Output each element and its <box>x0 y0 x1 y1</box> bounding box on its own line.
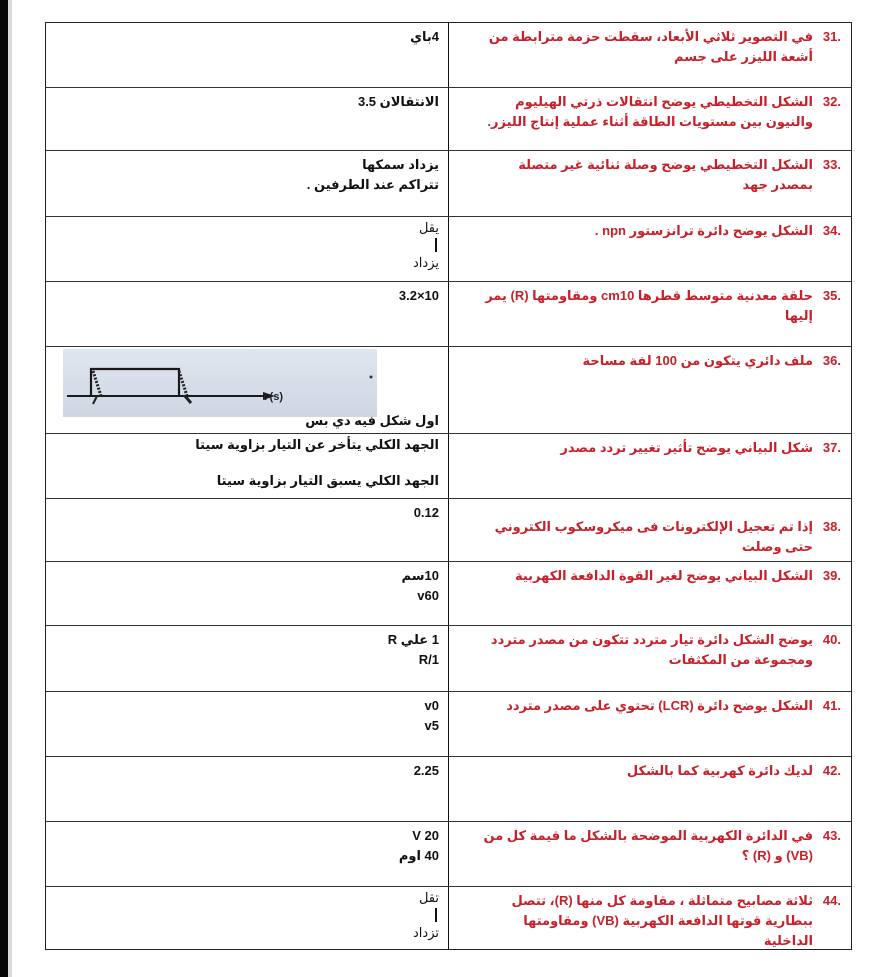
question-number: 39. <box>822 568 841 583</box>
question-text: الشكل التخطيطي يوضح انتقالات ذرتي الهيليوم والنيون بين مستويات الطاقة أثناء عملية إنتاج الليزر. <box>487 94 813 129</box>
answer-line: v60 <box>417 588 439 603</box>
answer-line-blank <box>54 455 439 471</box>
question-number: 35. <box>822 288 841 303</box>
question-cell <box>449 151 851 216</box>
answer-cell <box>46 347 449 433</box>
answer-cell <box>46 88 449 150</box>
table-row <box>46 756 851 821</box>
table-row <box>46 150 851 216</box>
question-number: 42. <box>822 763 841 778</box>
question-text: إذا تم تعجيل الإلكترونات فى ميكروسكوب الكتروني حتى وصلت <box>494 519 813 554</box>
table-row <box>46 561 851 625</box>
answer-line: تزداد <box>413 925 439 940</box>
answer-cell <box>46 757 449 821</box>
question-text: لديك دائرة كهربية كما بالشكل <box>626 763 813 778</box>
answer-line: V 20 <box>412 828 439 843</box>
table-row <box>46 23 851 87</box>
table-row <box>46 886 851 949</box>
table-row <box>46 216 851 281</box>
answer-cell <box>46 887 449 949</box>
question-text: الشكل يوضح دائرة ترانزستور npn . <box>594 223 813 238</box>
answer-cell <box>46 23 449 87</box>
separator-bar <box>435 908 437 922</box>
answer-line: يزداد <box>413 255 439 270</box>
answer-cell <box>46 499 449 561</box>
question-number: 44. <box>822 893 841 908</box>
question-text: يوضح الشكل دائرة تيار متردد تتكون من مصدر متردد ومجموعة من المكثفات <box>490 632 813 667</box>
table-row <box>46 498 851 561</box>
answer-line: v0 <box>424 698 439 713</box>
answer-cell <box>46 151 449 216</box>
question-cell <box>449 757 851 821</box>
question-number: 36. <box>822 353 841 368</box>
question-cell <box>449 562 851 625</box>
question-text: الشكل التخطيطي يوضح وصلة ثنائية غير متصلة بمصدر جهد <box>518 157 813 192</box>
question-number: 32. <box>822 94 841 109</box>
answer-cell <box>46 562 449 625</box>
answer-line: 4باي <box>410 29 439 44</box>
question-cell <box>449 88 851 150</box>
answer-line: 40 اوم <box>398 848 439 863</box>
table-row <box>46 87 851 150</box>
left-black-border <box>0 0 8 977</box>
question-text: في التصوير ثلاثي الأبعاد، سقطت حزمة مترابطة من أشعة الليزر على جسم <box>488 29 813 64</box>
axis-label: t (s) <box>262 391 283 403</box>
answer-line: الانتقالان 3.5 <box>357 94 439 109</box>
question-number: 33. <box>822 157 841 172</box>
table-row <box>46 346 851 433</box>
question-cell <box>449 434 851 498</box>
answer-line: يزداد سمكها <box>362 157 439 172</box>
answer-line: يقل <box>418 220 439 235</box>
table-row <box>46 625 851 691</box>
answer-line: R/1 <box>418 652 439 667</box>
question-text: حلقة معدنية متوسط قطرها cm10 ومقاومتها (R) يمر إليها <box>485 288 813 323</box>
question-cell <box>449 887 851 949</box>
answer-line: اول شكل فيه دي بس <box>305 413 439 428</box>
question-number: 40. <box>822 632 841 647</box>
table-row <box>46 821 851 886</box>
question-text: الشكل يوضح دائرة (LCR) تحتوي على مصدر متردد <box>506 698 813 713</box>
pulse-graph-icon <box>63 349 377 417</box>
answer-line: 0.12 <box>413 505 439 520</box>
question-cell <box>449 217 851 281</box>
pulse-graph-photo <box>63 349 377 417</box>
answer-cell <box>46 434 449 498</box>
question-number: 43. <box>822 828 841 843</box>
answer-line: 10سم <box>401 568 439 583</box>
question-cell <box>449 282 851 346</box>
question-number: 38. <box>822 519 841 534</box>
answer-line: الجهد الكلي يتأخر عن التيار بزاوية سيتا <box>195 437 439 452</box>
question-text: ملف دائري يتكون من 100 لفة مساحة <box>582 353 813 368</box>
question-cell <box>449 692 851 756</box>
separator-bar <box>435 238 437 252</box>
left-gray-border <box>8 0 12 977</box>
table-row <box>46 281 851 346</box>
answer-line: 1 علي R <box>387 632 439 647</box>
question-number: 34. <box>822 223 841 238</box>
question-number: 31. <box>822 29 841 44</box>
question-cell <box>449 347 851 433</box>
answer-cell <box>46 217 449 281</box>
question-text: شكل البياني يوضح تأثير تغيير تردد مصدر <box>560 440 813 455</box>
answer-cell <box>46 626 449 691</box>
answer-line: 10×3.2 <box>398 288 439 303</box>
question-cell <box>449 499 851 561</box>
answer-line: تتراكم عند الطرفين . <box>306 177 439 192</box>
question-cell <box>449 23 851 87</box>
table-row <box>46 433 851 498</box>
answer-line: تقل <box>418 890 439 905</box>
answer-line: 2.25 <box>413 763 439 778</box>
question-text: ثلاثة مصابيح متماثلة ، مقاومة كل منها (R)، تتصل ببطارية قوتها الدافعة الكهربية (VB) ومقاومتها الداخلية <box>511 893 813 948</box>
question-text: الشكل البياني يوضح لغير القوة الدافعة الكهربية <box>514 568 813 583</box>
answers-table <box>45 22 852 950</box>
answer-line: الجهد الكلي يسبق التيار بزاوية سيتا <box>216 473 439 488</box>
question-number: 37. <box>822 440 841 455</box>
answer-line: v5 <box>424 718 439 733</box>
answer-cell <box>46 282 449 346</box>
question-number: 41. <box>822 698 841 713</box>
question-cell <box>449 822 851 886</box>
table-row <box>46 691 851 756</box>
answer-cell <box>46 822 449 886</box>
question-cell <box>449 626 851 691</box>
answer-cell <box>46 692 449 756</box>
question-text: في الدائرة الكهربية الموضحة بالشكل ما قيمة كل من (VB) و (R) ؟ <box>483 828 813 863</box>
